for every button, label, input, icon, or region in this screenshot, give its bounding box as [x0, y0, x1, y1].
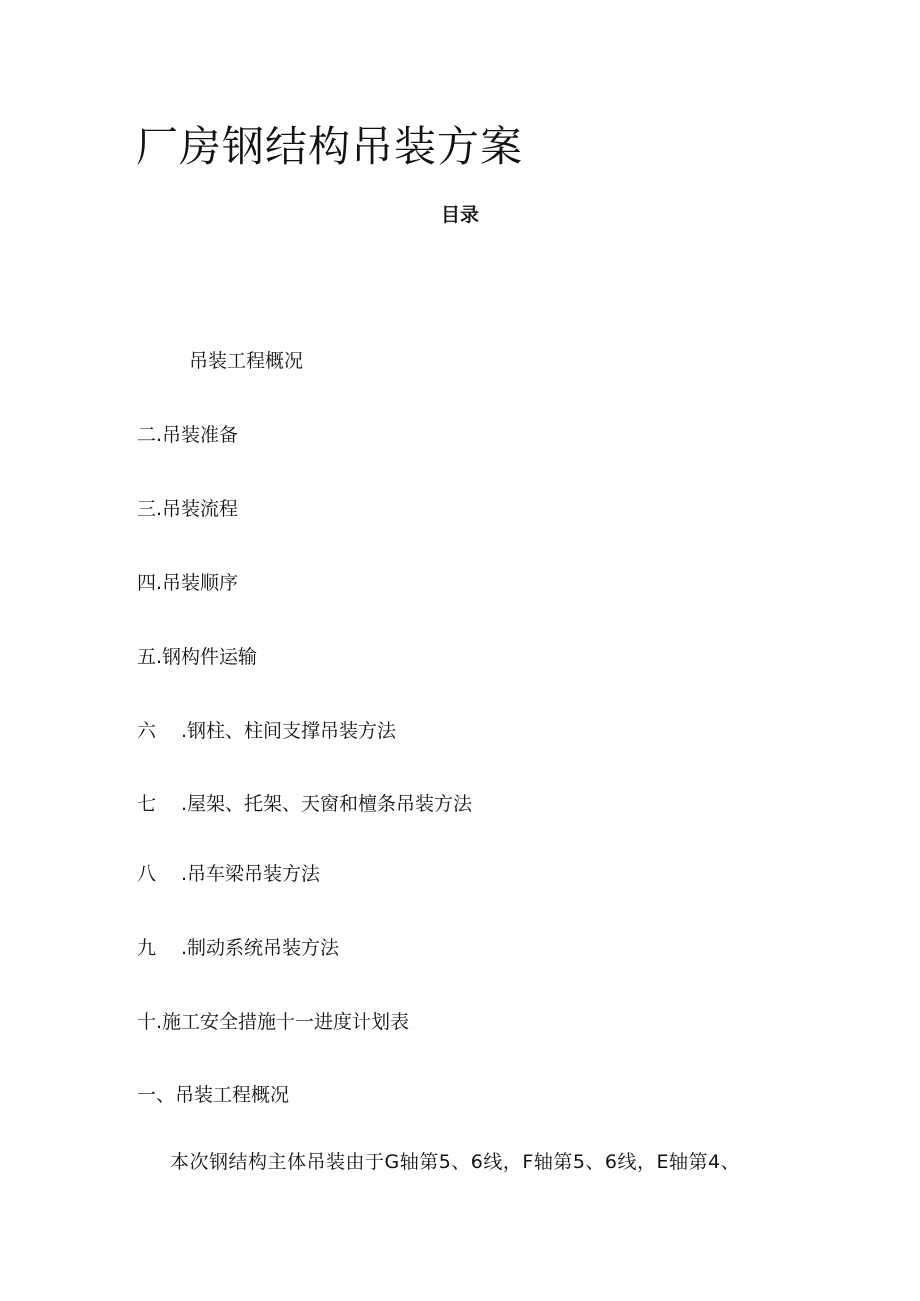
- toc-item-number: 七: [137, 793, 157, 815]
- toc-item: [137, 500, 238, 519]
- toc-item-number: 四.: [137, 572, 163, 594]
- toc-item-text: .吊车梁吊装方法: [181, 863, 321, 885]
- section-heading: 一、吊装工程概况: [137, 1084, 290, 1106]
- toc-item-number: 八: [137, 863, 157, 885]
- toc-item-text: .屋架、托架、天窗和檀条吊装方法: [181, 793, 473, 815]
- toc-item-text: 吊装准备: [162, 424, 239, 446]
- toc-heading: 目录: [440, 204, 479, 226]
- toc-item: [137, 795, 472, 814]
- toc-item-number: 三.: [137, 498, 163, 520]
- toc-item: [137, 865, 320, 884]
- body-paragraph: 本次钢结构主体吊装由于G轴第5、6线，F轴第5、6线，E轴第4、: [170, 1151, 741, 1173]
- toc-item: [137, 1013, 409, 1032]
- toc-item-text: 吊装顺序: [162, 572, 239, 594]
- document-title: 厂房钢结构吊装方案: [136, 122, 524, 171]
- toc-item-text: 吊装流程: [162, 498, 239, 520]
- toc-item: [137, 426, 238, 445]
- toc-item: [137, 722, 396, 741]
- toc-item-text: 施工安全措施十一进度计划表: [162, 1011, 410, 1033]
- toc-item-text: .钢柱、柱间支撑吊装方法: [181, 720, 397, 742]
- toc-item: [137, 648, 257, 667]
- toc-item-text: 吊装工程概况: [189, 350, 304, 372]
- toc-item-number: 五.: [137, 646, 163, 668]
- toc-item-text: 钢构件运输: [162, 646, 258, 668]
- toc-item-number: 九: [137, 937, 157, 959]
- toc-item: [189, 352, 303, 371]
- toc-item-number: 十.: [137, 1011, 163, 1033]
- toc-item-number: 六: [137, 720, 157, 742]
- toc-item-text: .制动系统吊装方法: [181, 937, 340, 959]
- toc-item: [137, 939, 339, 958]
- toc-item-number: 二.: [137, 424, 163, 446]
- toc-item: [137, 574, 238, 593]
